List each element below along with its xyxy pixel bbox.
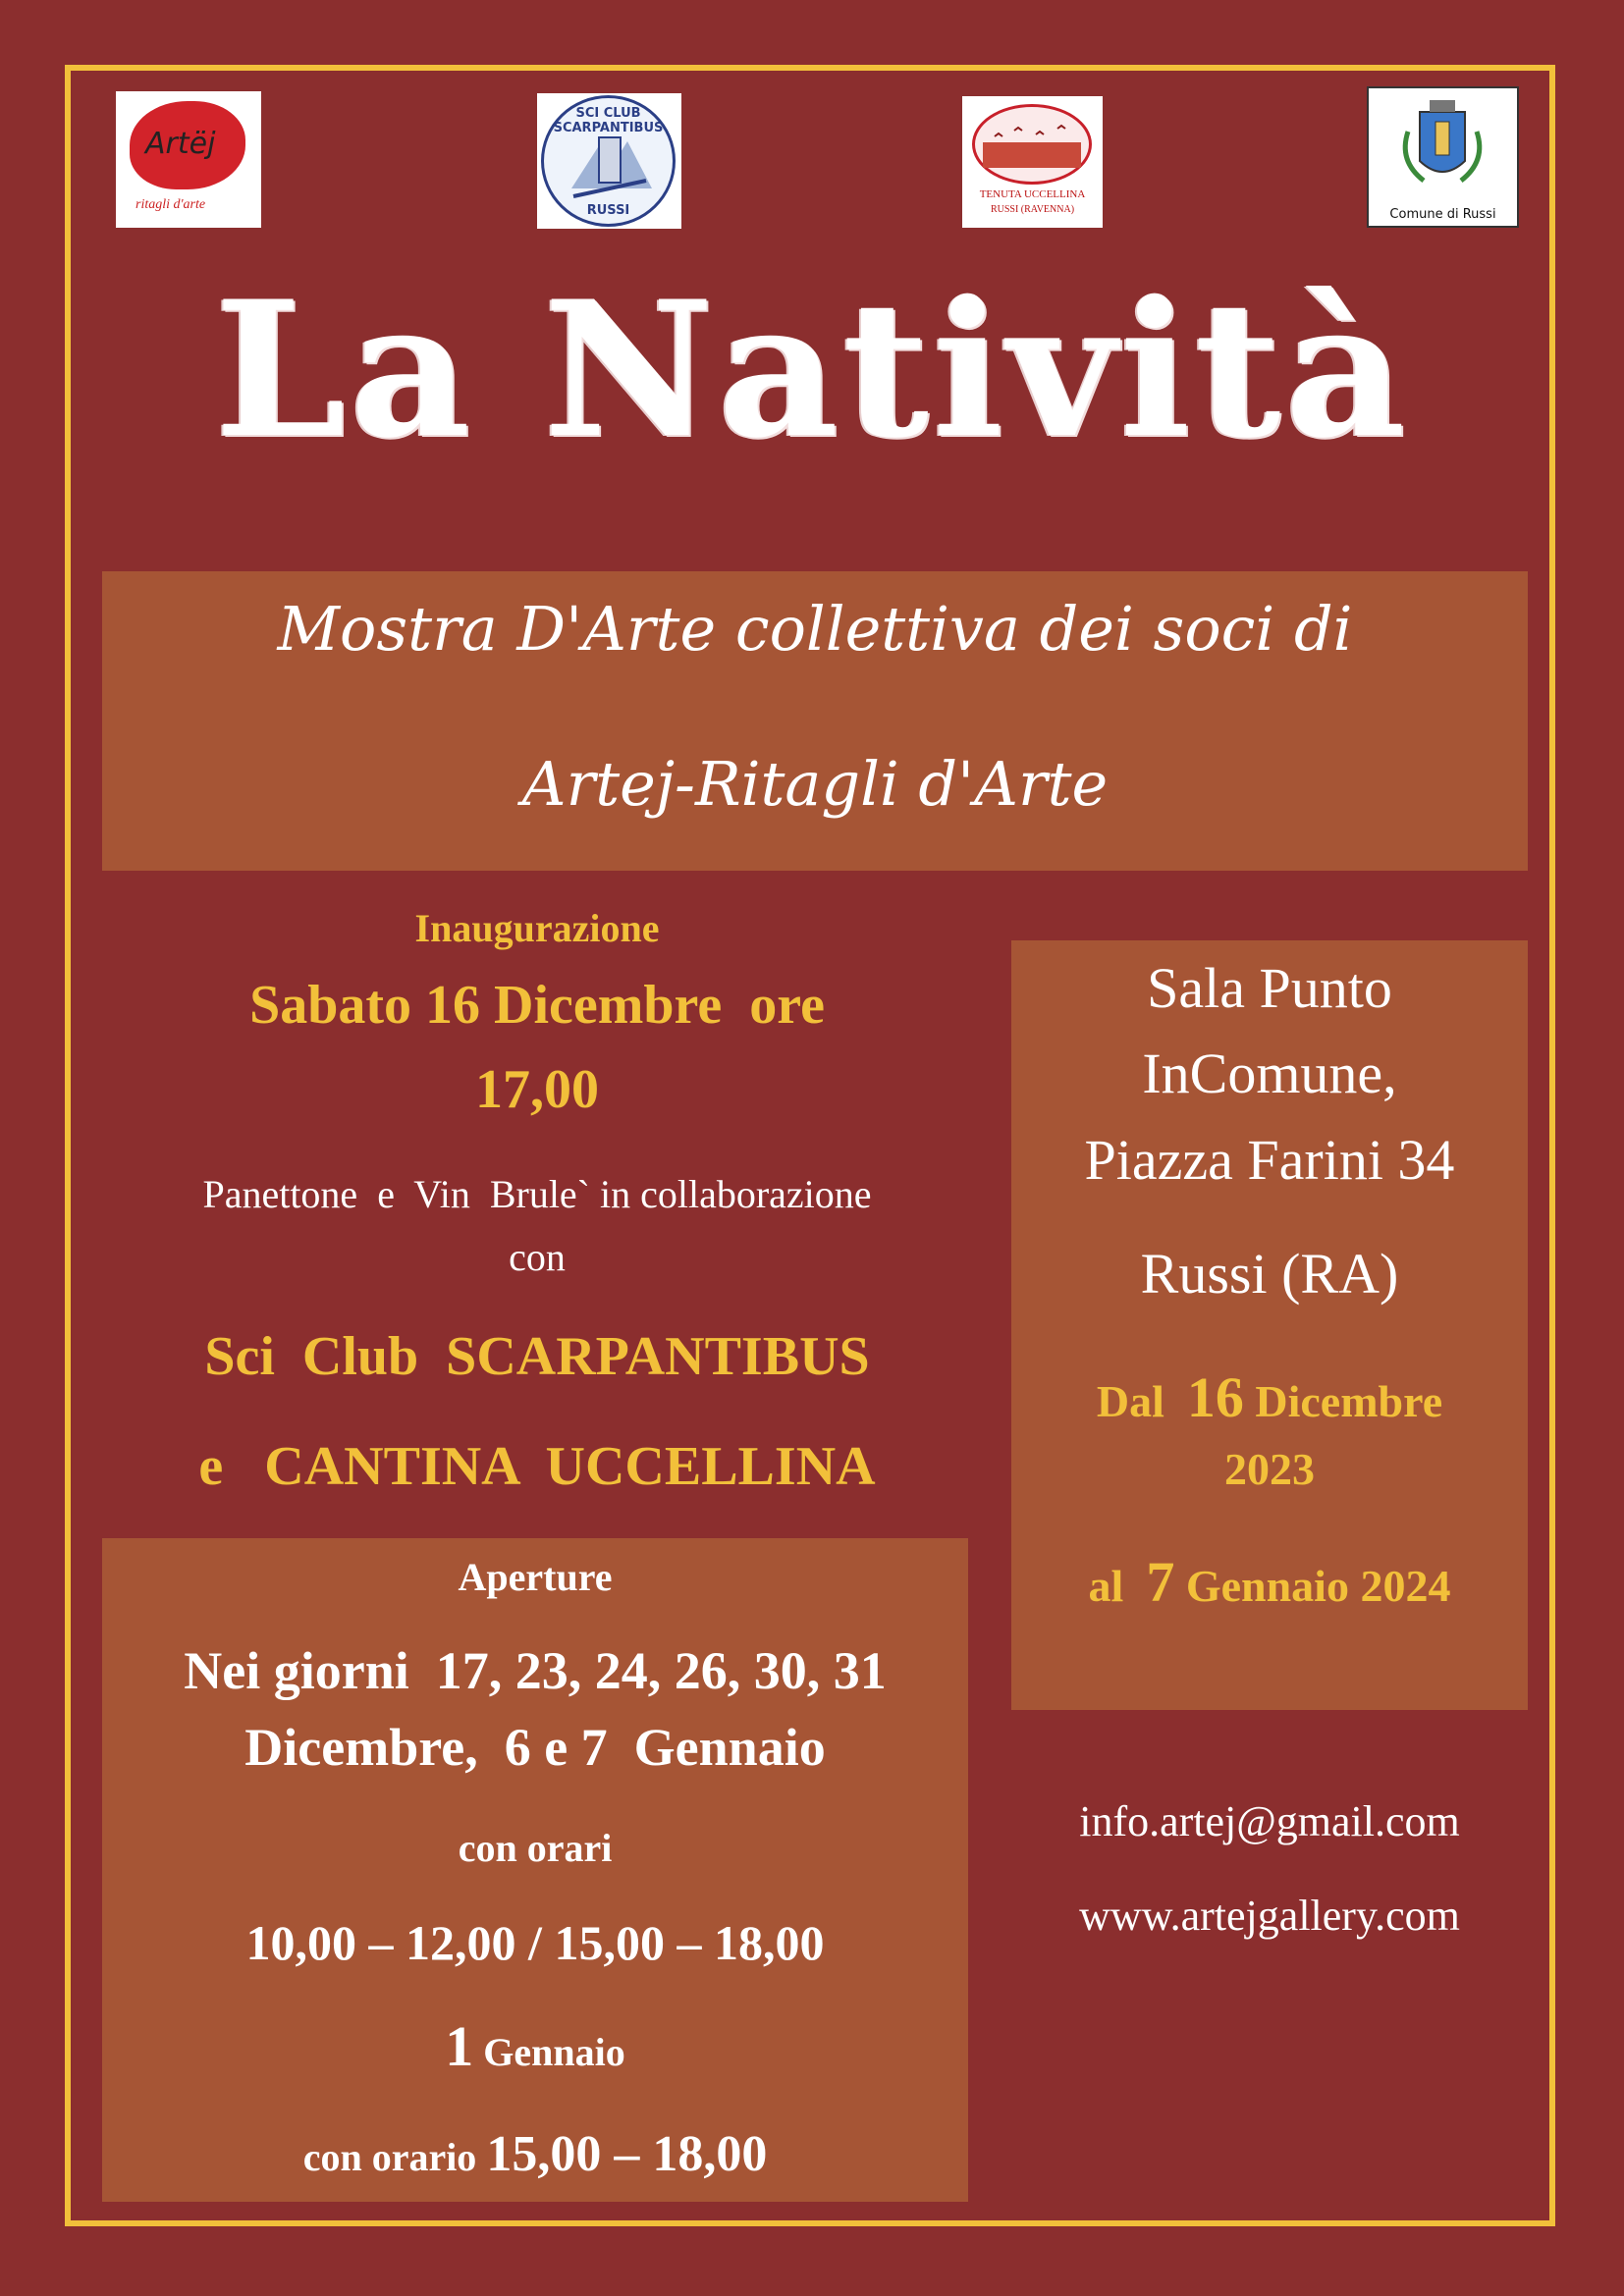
inauguration-date: Sabato 16 Dicembre ore: [249, 975, 825, 1036]
sci-club-logo: [537, 93, 681, 229]
artej-logo-tagline: ritagli d'arte: [135, 197, 206, 212]
collaboration-note: Panettone e Vin Brule` in collaborazione: [202, 1172, 872, 1216]
venue-city: Russi (RA): [1140, 1242, 1399, 1306]
special-hours-label: con orario: [302, 2135, 477, 2179]
sci-club-logo-top: SCI CLUB SCARPANTIBUS: [553, 106, 664, 135]
special-hours-value: 15,00 – 18,00: [486, 2126, 768, 2182]
subtitle-line1: Mostra D'Arte collettiva dei soci di: [277, 593, 1353, 665]
venue-line2: InComune,: [1142, 1041, 1397, 1105]
inauguration-heading: Inaugurazione: [414, 906, 660, 950]
special-hours: [102, 2125, 968, 2183]
tenuta-logo: [962, 96, 1103, 228]
special-day: [102, 2013, 968, 2079]
artej-logo: [116, 91, 261, 228]
venue-box: [1011, 940, 1528, 1710]
openings-days-line2: Dicembre, 6 e 7 Gennaio: [244, 1718, 826, 1777]
tenuta-logo-line1: TENUTA UCCELLINA: [979, 188, 1086, 200]
date-from: [1011, 1364, 1528, 1430]
date-to: [1011, 1549, 1528, 1615]
date-from-prefix: Dal: [1096, 1376, 1164, 1426]
coat-of-arms-icon: [1369, 92, 1517, 200]
contact-website[interactable]: www.artejgallery.com: [1079, 1892, 1460, 1940]
date-from-day: 16: [1186, 1365, 1244, 1429]
special-day-number: 1: [445, 2014, 474, 2078]
partner-cantina: e CANTINA UCCELLINA: [198, 1436, 876, 1497]
sci-club-badge: [541, 95, 676, 227]
artej-logo-name: Artëj: [145, 127, 216, 161]
inauguration-time: 17,00: [475, 1059, 599, 1120]
openings-hours: 10,00 – 12,00 / 15,00 – 18,00: [245, 1915, 825, 1970]
openings-days-line1: Nei giorni 17, 23, 24, 26, 30, 31: [184, 1641, 887, 1700]
venue-line1: Sala Punto: [1147, 956, 1392, 1020]
date-to-prefix: al: [1088, 1561, 1124, 1611]
contact-email[interactable]: info.artej@gmail.com: [1079, 1797, 1460, 1845]
comune-logo: [1367, 86, 1519, 228]
vineyard-icon: [972, 104, 1092, 185]
date-from-month: Dicembre: [1255, 1376, 1443, 1426]
tenuta-logo-line2: RUSSI (RAVENNA): [990, 204, 1075, 215]
venue-address: Piazza Farini 34: [1084, 1128, 1455, 1192]
openings-box: [102, 1538, 968, 2202]
comune-logo-label: Comune di Russi: [1389, 207, 1496, 222]
special-day-month: Gennaio: [483, 2030, 625, 2074]
subtitle-box: [102, 571, 1528, 871]
openings-hours-label: con orari: [458, 1826, 613, 1870]
poster-title: La Natività: [214, 260, 1410, 479]
date-to-month: Gennaio 2024: [1185, 1561, 1451, 1611]
subtitle-line2: Artej-Ritagli d'Arte: [521, 748, 1109, 820]
openings-heading: Aperture: [458, 1555, 613, 1599]
date-to-day: 7: [1146, 1550, 1175, 1614]
collaboration-note-con: con: [509, 1235, 566, 1279]
date-from-year: 2023: [1224, 1444, 1315, 1494]
partner-sci-club: Sci Club SCARPANTIBUS: [204, 1326, 870, 1387]
sci-club-logo-bottom: RUSSI: [586, 203, 630, 218]
